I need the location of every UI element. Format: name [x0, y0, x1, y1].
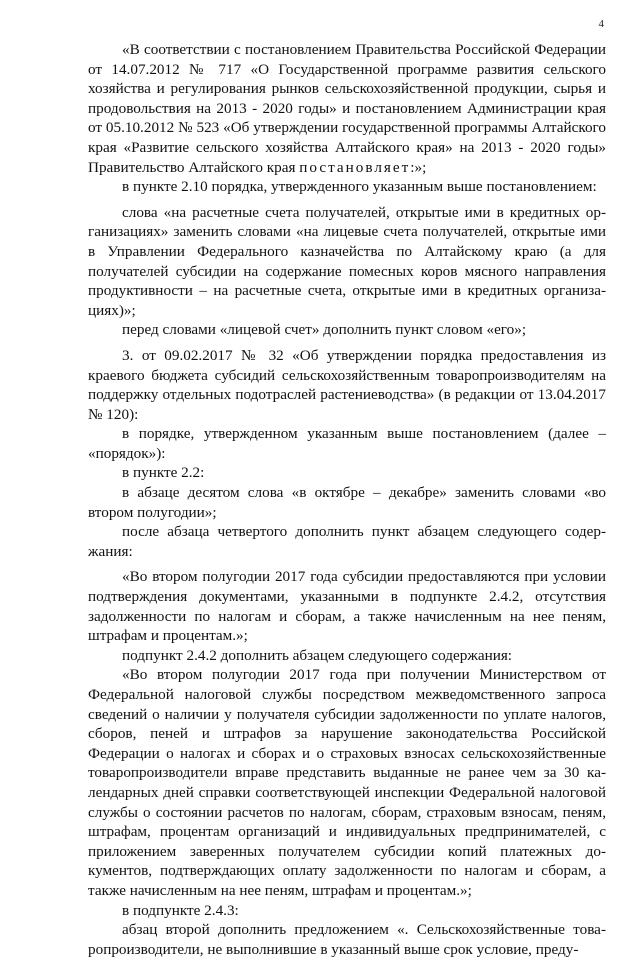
paragraph-4: перед словами «лицевой счет» дополнить пункт словом «его»; — [122, 321, 527, 339]
paragraph-11: подпункт 2.4.2 дополнить абзацем следующего содержания: — [122, 646, 513, 664]
paragraph-7: в пункте 2.2: — [122, 464, 205, 482]
paragraph-12: «Во втором полугодии 2017 года при получении Министерством от Федеральной налоговой службы посредством межведомственного запроса сведений о наличии у получателя субсидии задолженности по уплате налогов, сборов, пеней и штрафов за нарушение законодательства Российской Федерации о налогах и сборах и о страховых взносах сельскохозяйственные товаропроизводители вправе представить выданные не ранее чем за 30 календарных дней справки соответствующей инспекции Федеральной налоговой службы о состоянии расчетов по налогам, сборам, страховым взносам, пеням, штрафам, процентам организаций и индивидуальных предпринимателей, с приложением заверенных получателем субсидии копий платежных документов, подтверждающих оплату задолженности по налогам и сборам, а также начисленным на нее пеням, штрафам и процентам.»; — [88, 666, 606, 899]
paragraph-13: в подпункте 2.4.3: — [122, 901, 239, 919]
paragraph-10: «Во втором полугодии 2017 года субсидии предоставляются при условии подтверждения документами, указанными в подпункте 2.4.2, отсутствия задолженности по налогам и сборам, а также начисленным на нее пеням, штрафам и процентам.»; — [88, 568, 606, 645]
page-number: 4 — [598, 18, 604, 30]
paragraph-6: в порядке, утвержденном указанным выше постановлением (далее – «порядок»): — [88, 425, 606, 462]
paragraph-8: в абзаце десятом слова «в октябре – декабре» заменить словами «во втором полугодии»; — [88, 484, 606, 521]
paragraph-2: в пункте 2.10 порядка, утвержденного указанным выше постановлением: — [122, 178, 597, 196]
paragraph-1-text-a: «В соответствии с постановлением Правительства Российской Федерации от 14.07.2012 № 717 «О Государственной программе развития сельского хозяйства и регулирования рынков сельскохозяйственной продукции, сырья и продовольствия на 2013 - 2020 годы» и постановлением Администрации края от 05.10.2012 № 523 «Об утверждении государственной программы Алтайского края «Развитие сельского хозяйства Алтайского края» на 2013 - 2020 годы» Правительство Алтайского края — [88, 41, 606, 176]
paragraph-14: абзац второй дополнить предложением «. Сельскохозяйственные товаропроизводители, не выполнившие в указанный выше срок условие, преду- — [88, 921, 606, 958]
document-body — [88, 40, 606, 959]
paragraph-5: 3. от 09.02.2017 № 32 «Об утверждении порядка предоставления из краевого бюджета субсидий сельскохозяйственным товаропроизводителям на поддержку отдельных подотраслей растениеводства» (в редакции от 13.04.2017 № 120): — [88, 346, 606, 423]
paragraph-1-text-b: :»; — [410, 158, 427, 176]
paragraph-3: слова «на расчетные счета получателей, открытые ими в кредитных организациях» заменить словами «на лицевые счета получателей, открытые ими в Управлении Федерального казначейства по Алтайскому краю (а для получателей субсидии на содержание помесных коров мясного направления продуктивности – на расчетные счета, открытые ими в кредитных организациях)»; — [88, 203, 606, 319]
paragraph-9: после абзаца четвертого дополнить пункт абзацем следующего содержания: — [88, 523, 606, 560]
paragraph-1-decree-word: постановляет — [299, 158, 411, 176]
paragraph-1 — [88, 40, 606, 177]
